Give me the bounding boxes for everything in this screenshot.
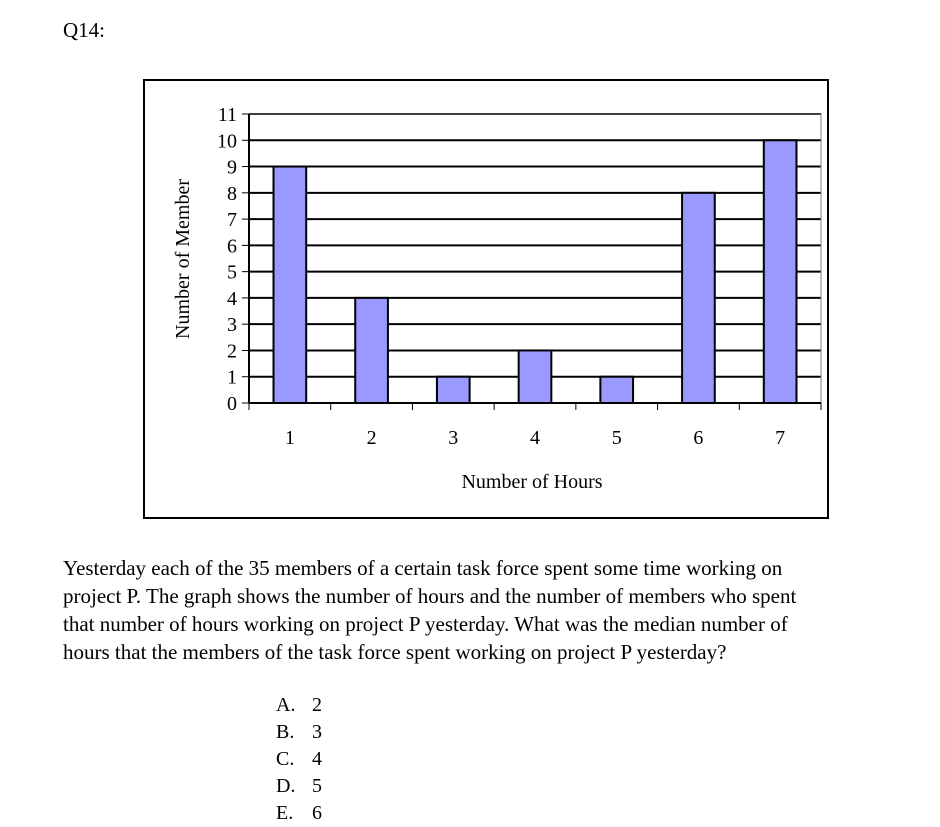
chart-frame [143,79,829,519]
choice-value: 5 [312,775,322,797]
y-tick-label: 11 [217,104,237,126]
x-tick-label: 3 [448,427,459,449]
bar [519,350,552,403]
choice-letter: C. [276,748,295,770]
choice-value: 2 [312,694,322,716]
grid-lines [249,114,821,377]
choice-letter: B. [276,721,295,743]
choice-d[interactable] [276,773,322,800]
bar [682,193,715,403]
bar [764,140,797,403]
y-tick-label: 6 [227,235,237,258]
x-tick-label: 4 [530,427,540,449]
x-tick-label: 2 [366,427,377,449]
x-tick-label: 7 [775,427,786,449]
answer-choices [276,692,322,827]
x-tick-label: 6 [693,427,704,449]
y-tick-label: 2 [227,340,237,363]
y-tick-label: 7 [227,209,237,232]
y-tick-label: 4 [227,287,237,310]
y-tick-label: 10 [217,130,237,153]
question-line: that number of hours working on project P yesterday. What was the median number of [63,612,788,636]
question-line: hours that the members of the task force spent working on project P yesterday? [63,640,727,664]
choice-value: 3 [312,721,322,743]
choice-letter: E. [276,802,294,824]
choice-e[interactable] [276,800,322,827]
question-text [63,554,863,666]
y-tick-label: 1 [227,366,237,389]
y-tick-label: 3 [227,314,237,337]
y-axis-label: Number of Member [172,179,194,339]
choice-value: 6 [312,802,322,824]
bar [437,377,470,403]
x-axis-label: Number of Hours [461,471,603,493]
y-tick-label: 8 [227,182,237,205]
choice-value: 4 [312,748,322,770]
x-tick-label: 5 [611,427,622,449]
choice-letter: D. [276,775,296,797]
x-tick-label: 1 [284,427,295,449]
y-tick-label: 5 [227,261,237,284]
question-line: project P. The graph shows the number of hours and the number of members who spent [63,584,797,608]
choice-letter: A. [276,694,296,716]
y-tick-label: 9 [227,156,237,179]
choice-c[interactable] [276,746,322,773]
question-label: Q14: [63,18,105,42]
bar [355,298,388,403]
y-tick-label: 0 [227,393,237,415]
x-tick-labels [285,427,785,449]
bar [274,167,307,403]
bar-chart [145,81,827,517]
choice-b[interactable] [276,719,322,746]
question-line: Yesterday each of the 35 members of a certain task force spent some time working on [63,556,783,580]
bar [600,377,633,403]
y-tick-labels [217,104,237,415]
choice-a[interactable] [276,692,322,719]
